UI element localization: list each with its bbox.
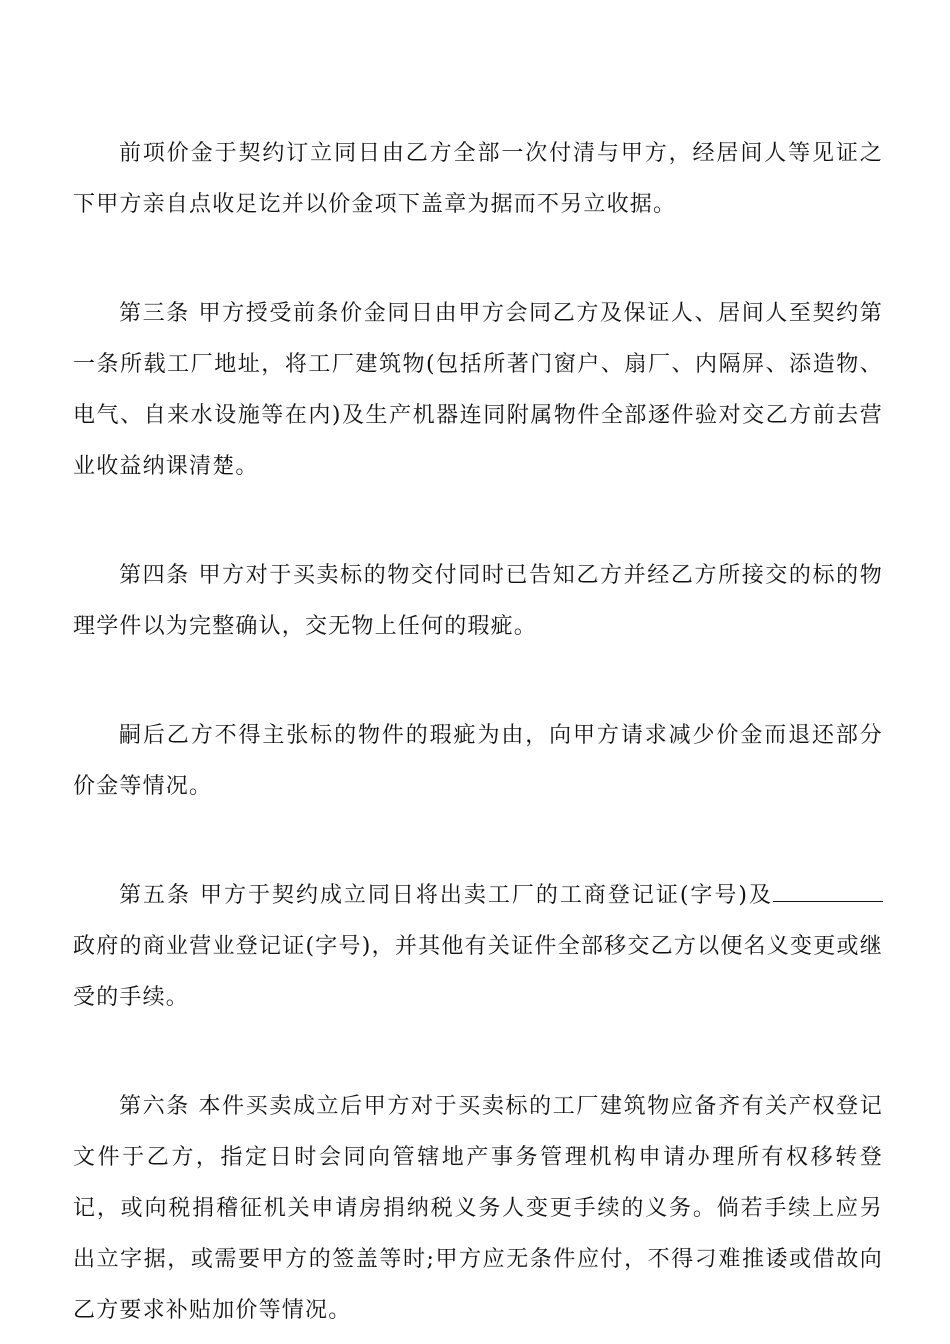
paragraph-gap (73, 492, 883, 550)
paragraph-article-5 (73, 870, 883, 1023)
document-page (73, 128, 883, 1336)
paragraph-gap (73, 230, 883, 288)
paragraph-defect-claims: 嗣后乙方不得主张标的物件的瑕疵为由，向甲方请求减少价金而退还部分价金等情况。 (73, 723, 883, 799)
paragraph-article-6: 第六条 本件买卖成立后甲方对于买卖标的工厂建筑物应备齐有关产权登记文件于乙方，指定日时会同向管辖地产事务管理机构申请办理所有权移转登记，或向税捐稽征机关申请房捐纳税义务人变更手续的义务。倘若手续上应另出立字据，或需要甲方的签盖等时;甲方应无条件应付，不得刁难推诿或借故向乙方要求补贴加价等情况。 (73, 1094, 883, 1323)
paragraph-gap (73, 652, 883, 710)
article-5-text-before: 第五条 甲方于契约成立同日将出卖工厂的工商登记证(字号)及 (119, 883, 773, 908)
paragraph-article-3: 第三条 甲方授受前条价金同日由甲方会同乙方及保证人、居间人至契约第一条所载工厂地址，将工厂建筑物(包括所著门窗户、扇厂、内隔屏、添造物、电气、自来水设施等在内)及生产机器连同附属物件全部逐件验对交乙方前去营业收益纳课清楚。 (73, 301, 883, 479)
paragraph-gap (73, 812, 883, 870)
paragraph-article-4: 第四条 甲方对于买卖标的物交付同时已告知乙方并经乙方所接交的标的物理学件以为完整确认，交无物上任何的瑕疵。 (73, 563, 883, 639)
fill-in-blank (773, 883, 883, 902)
paragraph-payment: 前项价金于契约订立同日由乙方全部一次付清与甲方，经居间人等见证之下甲方亲自点收足讫并以价金项下盖章为据而不另立收据。 (73, 141, 883, 217)
article-5-text-after: 政府的商业营业登记证(字号)，并其他有关证件全部移交乙方以便名义变更或继受的手续。 (73, 934, 883, 1010)
paragraph-gap (73, 1023, 883, 1081)
